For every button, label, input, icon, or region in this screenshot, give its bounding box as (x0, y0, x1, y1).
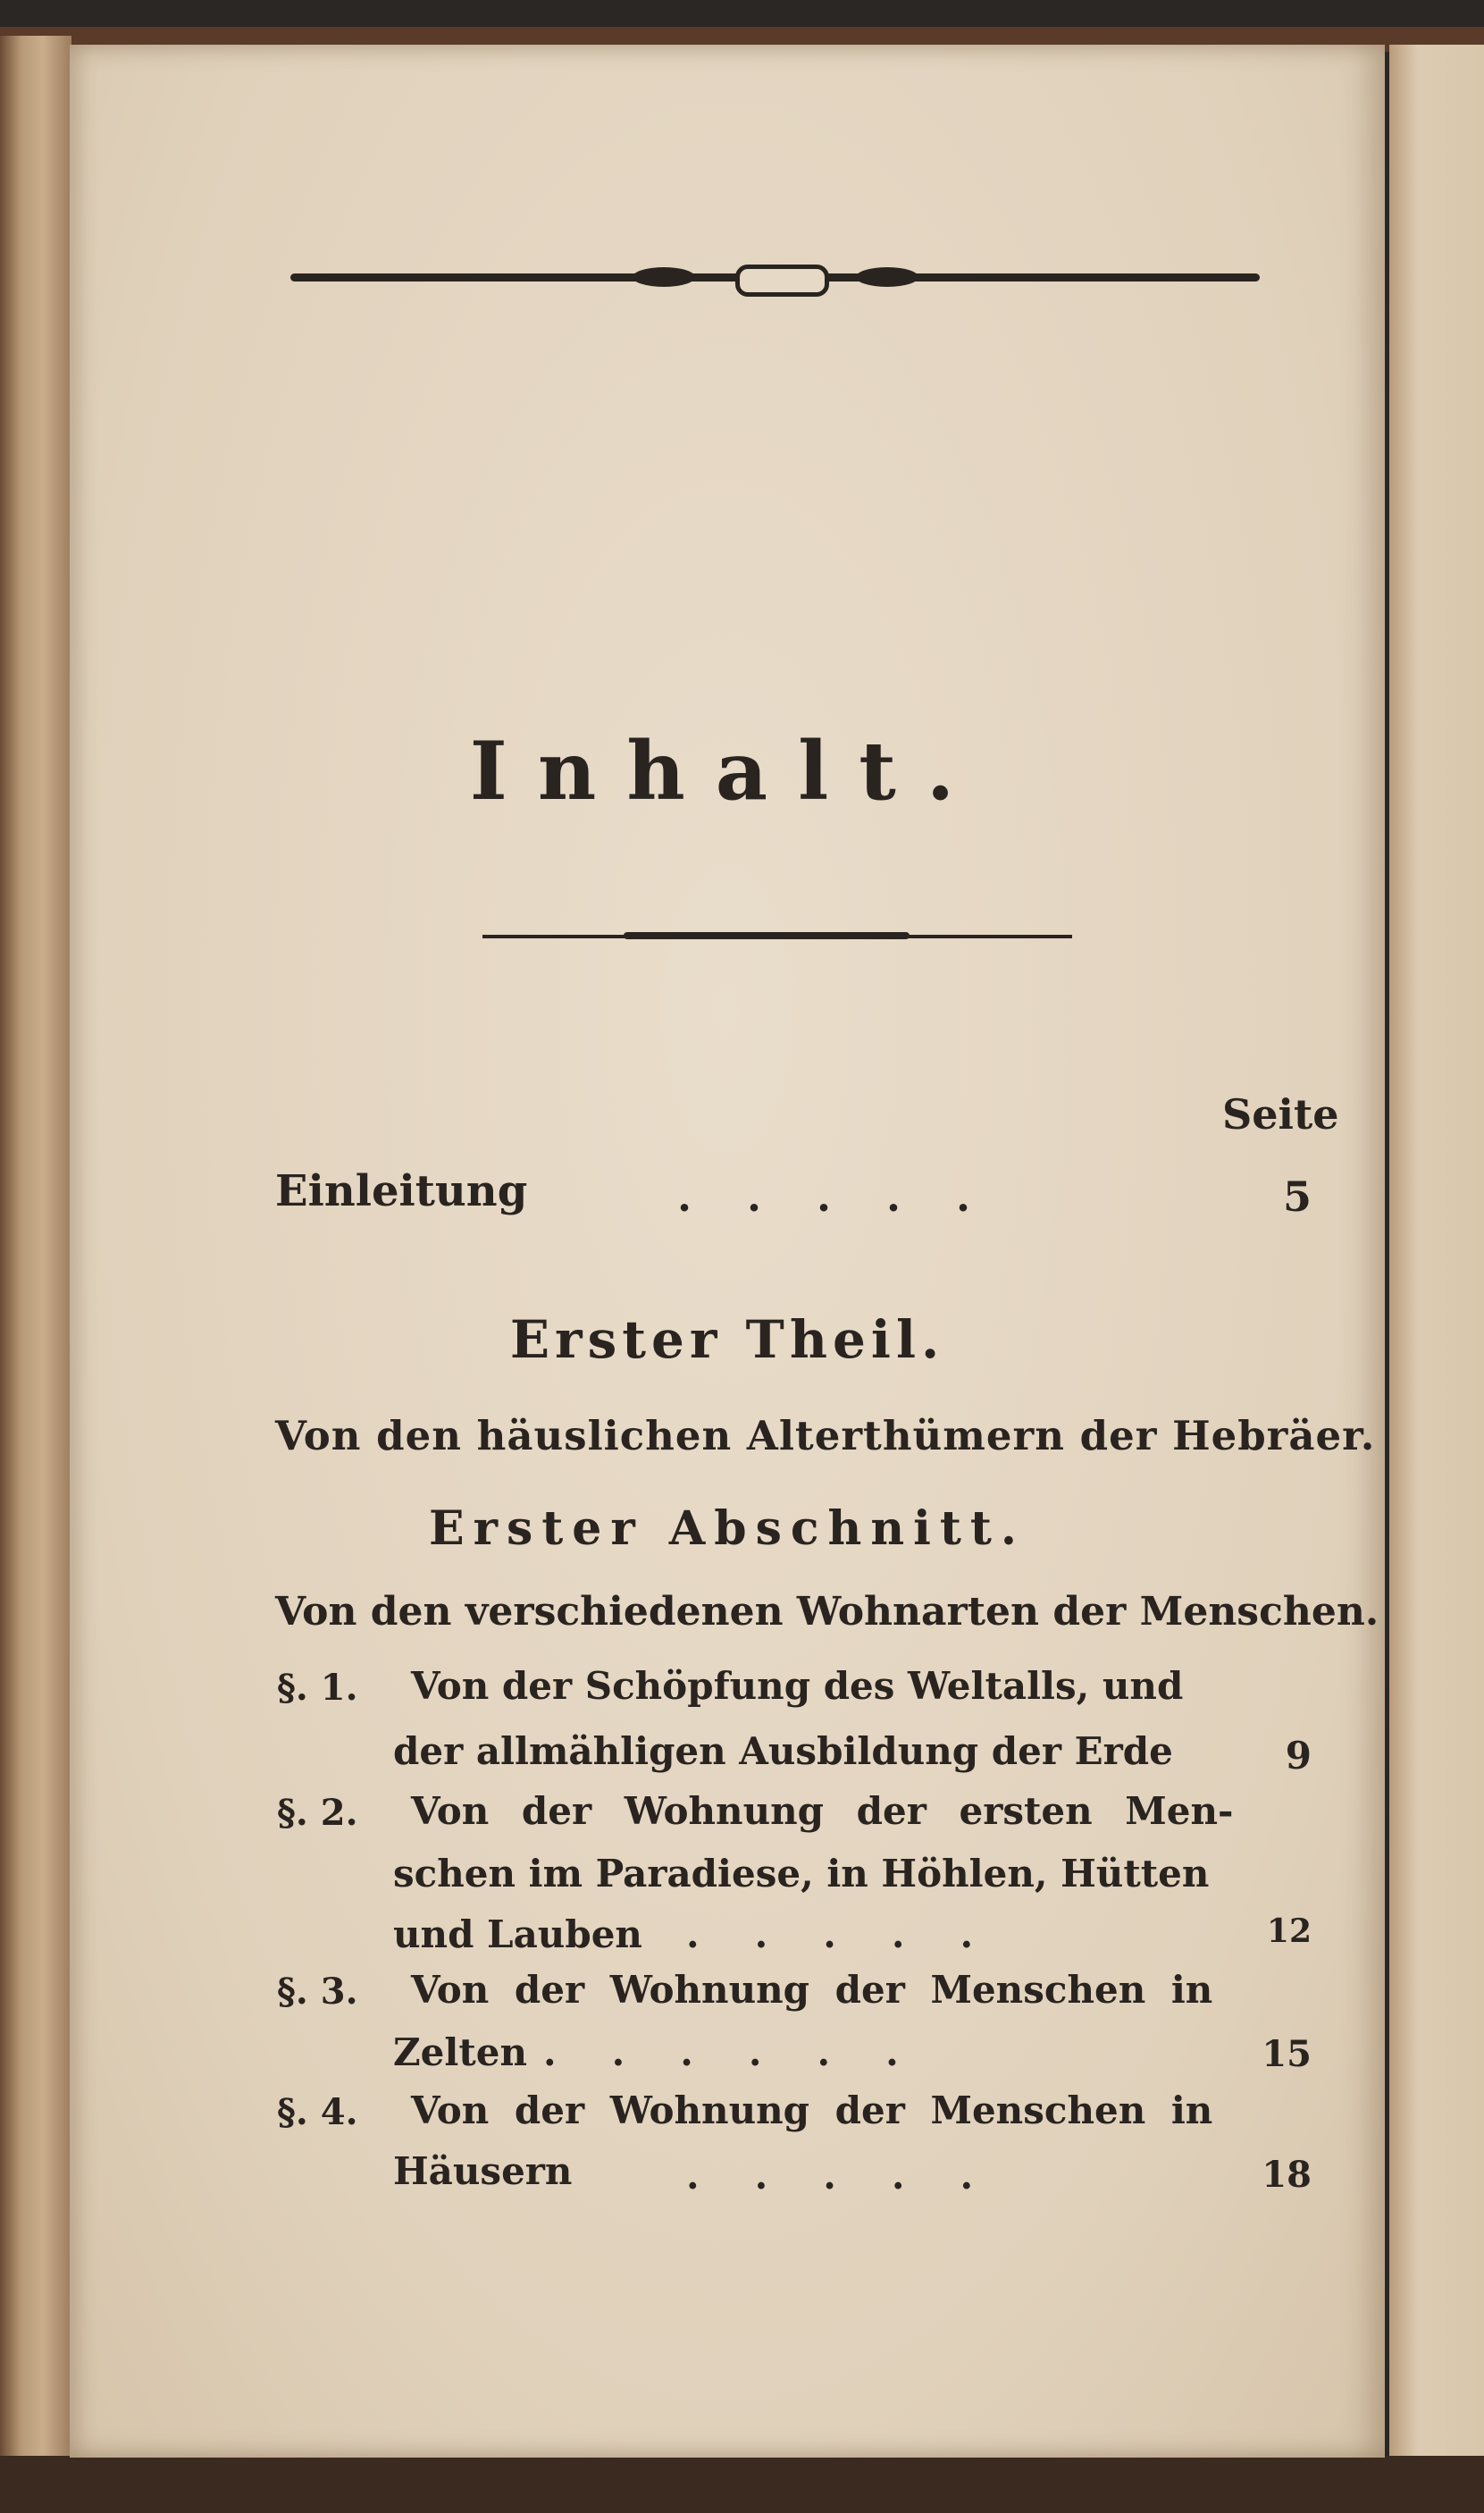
page-number: 15 (1262, 2033, 1312, 2075)
page-number: 9 (1285, 1734, 1312, 1778)
column-header-seite: Seite (1222, 1090, 1339, 1139)
toc-item-num: §. 3. (277, 1971, 358, 2013)
toc-item-line: Von der Schöpfung des Weltalls, und (411, 1664, 1184, 1708)
entry-label: Einleitung (275, 1166, 528, 1216)
page-number: 18 (1262, 2154, 1312, 2196)
part-heading: Erster Theil. (509, 1309, 945, 1370)
section-heading: Erster Abschnitt. (428, 1501, 1027, 1556)
adjacent-page (1389, 45, 1484, 2467)
toc-item-line: Zelten (393, 2030, 527, 2074)
rule-under-title-thick (624, 932, 910, 939)
toc-item-line: und Lauben (393, 1912, 642, 1956)
ornament-center (735, 265, 829, 297)
book-cover-bottom (0, 2456, 1484, 2513)
part-subheading: Von den häuslichen Alterthümern der Hebräer. (275, 1412, 1376, 1459)
toc-item-line: Häusern (393, 2149, 573, 2193)
leader-dots: ..... (686, 2154, 1029, 2198)
toc-item-num: §. 4. (277, 2091, 358, 2133)
toc-item-line: der allmähligen Ausbildung der Erde (393, 1729, 1173, 1773)
ornament-bead-left (633, 267, 695, 287)
page-title: Inhalt. (469, 724, 985, 819)
toc-item-line: Von der Wohnung der ersten Men- (411, 1789, 1234, 1833)
book-page (70, 45, 1385, 2458)
toc-item-line: Von der Wohnung der Menschen in (411, 1968, 1213, 2012)
page-stack-edge (0, 36, 71, 2484)
toc-item-num: §. 2. (277, 1792, 358, 1834)
page-number: 5 (1282, 1172, 1312, 1221)
toc-item-num: §. 1. (277, 1667, 358, 1709)
ornament-bead-right (856, 267, 918, 287)
leader-dots: ..... (686, 1912, 1029, 1956)
section-subheading: Von den verschiedenen Wohnarten der Menschen. (275, 1589, 1379, 1635)
toc-item-line: schen im Paradiese, in Höhlen, Hütten (393, 1852, 1210, 1895)
toc-entry-einleitung (275, 1166, 527, 1216)
leader-dots: ...... (543, 2030, 954, 2074)
toc-item-line: Von der Wohnung der Menschen in (411, 2089, 1213, 2132)
page-number: 12 (1266, 1912, 1312, 1950)
leader-dots: ..... (677, 1172, 1027, 1221)
